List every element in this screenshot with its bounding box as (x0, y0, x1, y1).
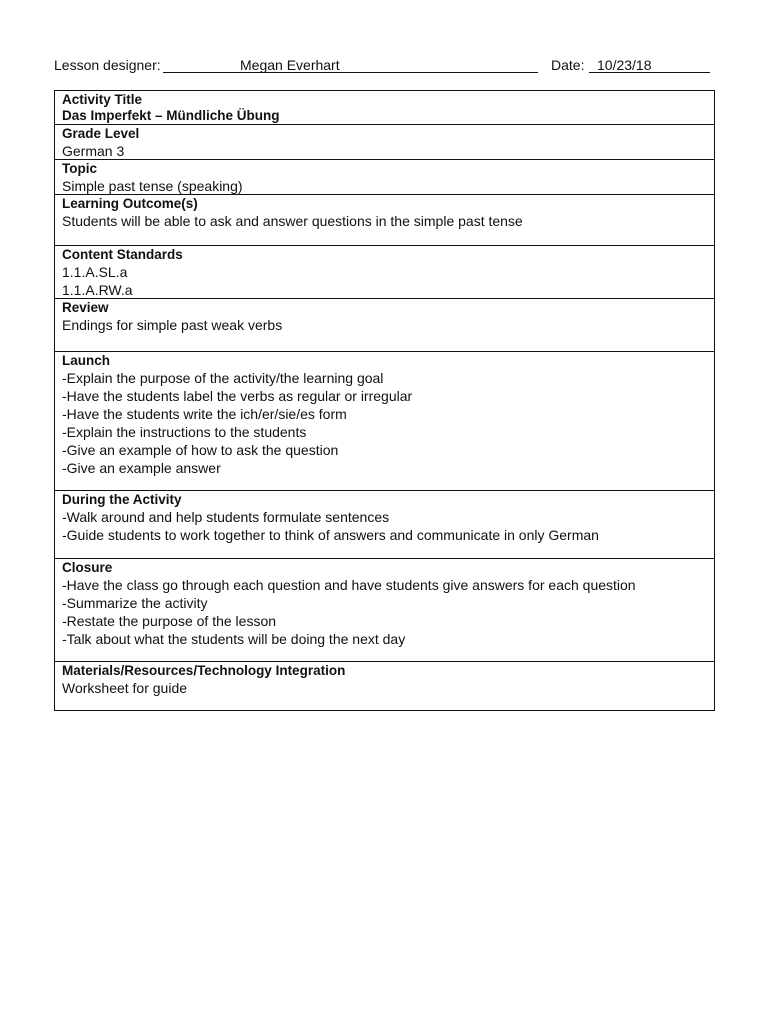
section-heading: During the Activity (62, 492, 182, 507)
section-review (55, 299, 714, 352)
section-launch (55, 352, 714, 491)
section-line: Endings for simple past weak verbs (62, 317, 283, 333)
section-line: -Explain the purpose of the activity/the learning goal (62, 370, 384, 386)
section-heading: Topic (62, 161, 97, 176)
section-line: -Have the class go through each question and have students give answers for each question (62, 577, 636, 593)
section-line: Students will be able to ask and answer questions in the simple past tense (62, 213, 523, 229)
date-value: 10/23/18 (597, 57, 652, 73)
section-line: -Have the students label the verbs as regular or irregular (62, 388, 413, 404)
section-line: -Give an example of how to ask the question (62, 442, 339, 458)
designer-label: Lesson designer: (54, 57, 161, 73)
section-line: Das Imperfekt – Mündliche Übung (62, 108, 280, 123)
section-grade-level (55, 125, 714, 160)
section-line: -Explain the instructions to the students (62, 424, 307, 440)
section-activity-title (55, 91, 714, 125)
section-line: -Summarize the activity (62, 595, 208, 611)
section-line: 1.1.A.SL.a (62, 264, 128, 280)
section-heading: Materials/Resources/Technology Integration (62, 663, 346, 678)
section-learning-outcomes (55, 195, 714, 246)
section-heading: Activity Title (62, 92, 143, 107)
section-heading: Review (62, 300, 109, 315)
section-during-activity (55, 491, 714, 559)
section-line: Simple past tense (speaking) (62, 178, 243, 194)
date-label: Date: (551, 57, 585, 73)
designer-underline (163, 72, 538, 73)
section-line: Worksheet for guide (62, 680, 188, 696)
section-line: -Have the students write the ich/er/sie/es form (62, 406, 347, 422)
section-line: -Give an example answer (62, 460, 221, 476)
section-line: -Restate the purpose of the lesson (62, 613, 277, 629)
section-heading: Content Standards (62, 247, 183, 262)
section-line: -Talk about what the students will be doing the next day (62, 631, 406, 647)
section-heading: Learning Outcome(s) (62, 196, 198, 211)
section-content-standards (55, 246, 714, 299)
section-line: -Walk around and help students formulate sentences (62, 509, 390, 525)
section-heading: Launch (62, 353, 111, 368)
section-line: German 3 (62, 143, 125, 159)
designer-name: Megan Everhart (240, 57, 340, 73)
section-line: -Guide students to work together to think of answers and communicate in only German (62, 527, 599, 543)
lesson-plan-table (54, 90, 715, 711)
section-heading: Closure (62, 560, 113, 575)
section-closure (55, 559, 714, 662)
section-materials (55, 662, 714, 710)
lesson-header (54, 55, 714, 75)
section-topic (55, 160, 714, 195)
section-line: 1.1.A.RW.a (62, 282, 133, 298)
section-heading: Grade Level (62, 126, 140, 141)
